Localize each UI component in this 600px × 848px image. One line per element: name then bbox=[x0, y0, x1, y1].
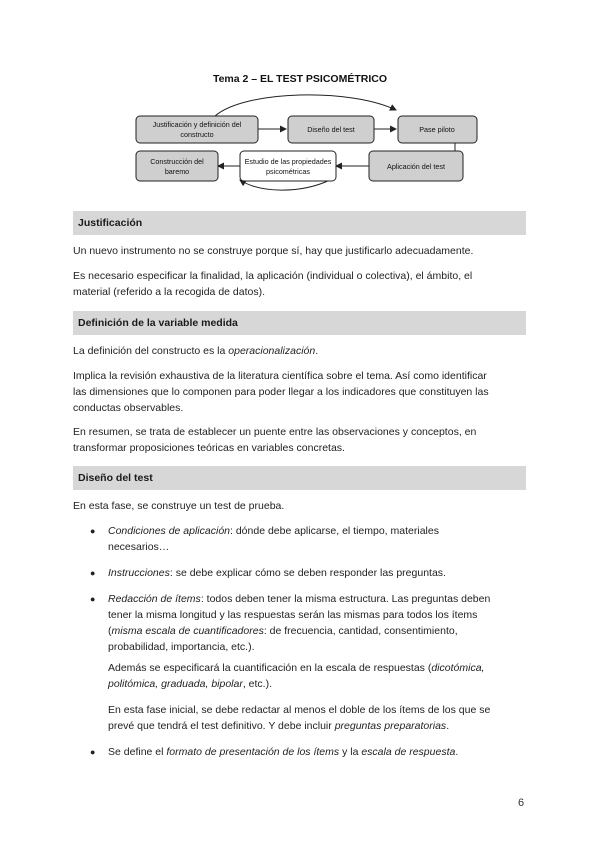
node-estudio-line1: Estudio de las propiedades bbox=[244, 157, 332, 166]
bullet-icon: ● bbox=[90, 747, 96, 757]
bullet-icon: ● bbox=[90, 568, 96, 578]
paragraph: La definición del constructo es la operacionalización. bbox=[73, 345, 319, 357]
list-item: Redacción de ítems: todos deben tener la misma estructura. Las preguntas deben tener la misma longitud y las respuestas serán las mismas para todos los ítems (misma escala de cuantificadores: de frecuencia, cantidad, consentimiento, probabilidad, importancia, etc.). bbox=[108, 593, 491, 653]
paragraph: En resumen, se trata de establecer un puente entre las observaciones y conceptos, en transformar proposiciones teóricas en variables concretas. bbox=[73, 426, 477, 454]
node-estudio-line2: psicométricas bbox=[266, 167, 310, 176]
node-aplicacion bbox=[369, 151, 463, 181]
page-title: Tema 2 – EL TEST PSICOMÉTRICO bbox=[212, 73, 388, 85]
bullet-icon: ● bbox=[90, 526, 96, 536]
node-justificacion bbox=[136, 116, 258, 143]
node-diseno bbox=[288, 116, 374, 143]
list-item-paragraph: En esta fase inicial, se debe redactar al menos el doble de los ítems de los que se prevé que tendrá el test definitivo. Y debe incluir preguntas preparatorias. bbox=[108, 704, 491, 732]
node-diseno-line1: Diseño del test bbox=[307, 125, 355, 134]
list-item: Instrucciones: se debe explicar cómo se deben responder las preguntas. bbox=[108, 567, 446, 579]
node-baremo bbox=[136, 151, 218, 181]
page-number: 6 bbox=[518, 797, 525, 809]
bullet-icon: ● bbox=[90, 594, 96, 604]
node-pase-piloto bbox=[398, 116, 477, 143]
list-item: Condiciones de aplicación: dónde debe aplicarse, el tiempo, materiales necesarios… bbox=[108, 525, 439, 553]
paragraph: Un nuevo instrumento no se construye porque sí, hay que justificarlo adecuadamente. bbox=[73, 245, 474, 257]
section-heading-diseno: Diseño del test bbox=[73, 466, 526, 490]
node-baremo-line1: Construcción del bbox=[150, 157, 204, 166]
arrow-feedback-top bbox=[215, 95, 396, 116]
list-item: Se define el formato de presentación de los ítems y la escala de respuesta. bbox=[108, 746, 459, 758]
node-aplicacion-line1: Aplicación del test bbox=[387, 162, 445, 171]
paragraph: Implica la revisión exhaustiva de la literatura científica sobre el tema. Así como identificar las dimensiones que lo componen para poder llegar a los indicadores que constituyen las conductas observables. bbox=[73, 370, 489, 414]
list-item-paragraph: Además se especificará la cuantificación en la escala de respuestas (dicotómica, politómica, graduada, bipolar, etc.). bbox=[108, 662, 485, 690]
paragraph: Es necesario especificar la finalidad, la aplicación (individual o colectiva), el ámbito, el material (referido a la recogida de datos). bbox=[73, 270, 473, 298]
node-baremo-line2: baremo bbox=[164, 167, 190, 176]
section-heading-definicion: Definición de la variable medida bbox=[73, 311, 526, 335]
node-estudio bbox=[240, 151, 336, 181]
process-flow-diagram bbox=[0, 0, 600, 200]
node-pase-line1: Pase piloto bbox=[419, 125, 455, 134]
node-justificacion-line1: Justificación y definición del bbox=[152, 120, 242, 129]
arrow-feedback-bottom bbox=[240, 180, 330, 190]
paragraph: En esta fase, se construye un test de prueba. bbox=[73, 500, 285, 512]
section-heading-justificacion: Justificación bbox=[73, 211, 526, 235]
node-justificacion-line2: constructo bbox=[180, 130, 214, 139]
